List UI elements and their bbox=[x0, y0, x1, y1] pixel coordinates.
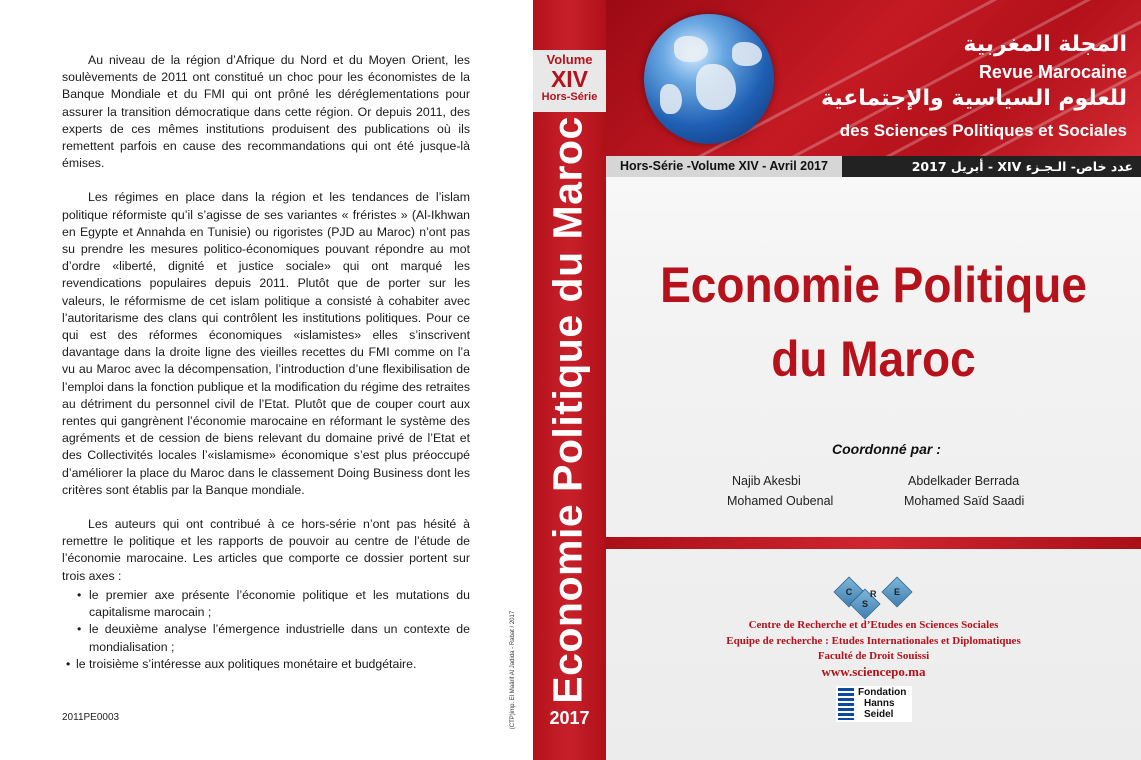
back-paragraph-2: Les régimes en place dans la région et les tendances de l’islam politique réformiste qu’il s’agisse de ses variantes « fréristes » (Al-Ikhwan en Egypte et Annahda en Tunisie) ou rigoristes (PJD au Maroc) n’ont pas su prendre les mesures politico-économiques pouvant répondre au mot d’ordre «liberté, dignité et justice sociale» qui ont marqué les revendications populaires depuis 2011. Plutôt que de porter sur les valeurs, le réformisme de cet islam politique a consisté à cohabiter avec l’autoritarisme des clans qui contrôlent les institutions politiques. Pour ce qui est des réformes économiques «islamistes» elles s’inscrivent davantage dans la droite ligne des vieilles recettes du FMI comme on l’a vu au Maroc avec la décompensation, l’introduction d’une flexibilisation de l’emploi dans la fonction publique et la modification du régime des retraites au détriment du personnel civil de l’Etat. Plutôt que de couper court aux rentes qui gangrènent l’économie marocaine en réformant le système des agréments et de cession de biens relevant du domaine privé de l’Etat et des Collectivités locales l’«islamisme» économique s’est plus préoccupé d’améliorer la place du Maroc dans le classement Doing Business dont les critères sont établis par la Banque mondiale. bbox=[62, 190, 470, 497]
journal-title-arabic-1: المجلة المغربية bbox=[963, 32, 1127, 57]
product-code: 2011PE0003 bbox=[62, 712, 120, 723]
website-link[interactable]: www.sciencepo.ma bbox=[821, 664, 926, 679]
org-name: Centre de Recherche et d’Etudes en Sciences Sociales bbox=[748, 619, 999, 631]
research-team: Equipe de recherche : Etudes Internationales et Diplomatiques bbox=[726, 635, 1021, 647]
bullet-icon: • bbox=[77, 587, 82, 602]
book-title bbox=[627, 248, 1119, 396]
author-2: Abdelkader Berrada bbox=[908, 474, 1020, 488]
back-paragraph-3: Les auteurs qui ont contribué à ce hors-série n’ont pas hésité à remettre le politique et les rapports de pouvoir au centre de l’étude de l’économie marocaine. Les articles que comporte ce dossier portent sur trois axes : bbox=[62, 517, 470, 583]
logo-letter-c: C bbox=[845, 587, 853, 597]
issue-band bbox=[606, 156, 1141, 177]
printer-credit: (CTP)imp. El Maârif Al Jadida - Rabat / 2017 bbox=[510, 610, 516, 730]
axes-list bbox=[62, 587, 470, 673]
book-title-line-1: Economie Politique bbox=[660, 257, 1087, 313]
journal-title-french-1: Revue Marocaine bbox=[978, 62, 1127, 82]
journal-title-arabic-2: للعلوم السياسية والإجتماعية bbox=[820, 86, 1127, 111]
logo-letter-e: E bbox=[893, 587, 900, 597]
issue-french: Hors-Série -Volume XIV - Avril 2017 bbox=[606, 156, 842, 177]
spine-volume-box bbox=[533, 50, 606, 112]
back-cover-text bbox=[62, 52, 470, 673]
spine-year: 2017 bbox=[549, 708, 590, 728]
back-paragraph-1: Au niveau de la région d’Afrique du Nord et du Moyen Orient, les soulèvements de 2011 ont constitué un choc pour les économistes de la Banque Mondiale et du FMI qui ont prôné les déréglementations pour assurer la transition démocratique dans cette région. Or depuis 2011, des experts de ces mêmes institutions produisent des publications où ils remettent parfois en cause des recommandations qui ont été jusque-là émises. bbox=[62, 53, 470, 171]
cres-logo bbox=[836, 579, 912, 615]
faculty: Faculté de Droit Souissi bbox=[817, 650, 930, 662]
logo-letter-s: S bbox=[861, 599, 868, 609]
volume-number: XIV bbox=[550, 66, 589, 92]
axis-item-1: • le premier axe présente l’économie politique et les mutations du capitalisme marocain ; bbox=[77, 587, 470, 620]
journal-header bbox=[606, 0, 1141, 156]
hanns-seidel-logo bbox=[836, 686, 912, 722]
author-3: Mohamed Oubenal bbox=[727, 494, 834, 508]
spine-title: Economie Politique du Maroc bbox=[544, 116, 591, 704]
back-cover bbox=[0, 0, 533, 760]
globe-icon bbox=[644, 14, 774, 144]
issue-arabic: عدد خاص- الـجـزء XIV - أبريل 2017 bbox=[911, 159, 1133, 174]
journal-title-french-2: des Sciences Politiques et Sociales bbox=[839, 121, 1127, 140]
sponsor-line-3: Seidel bbox=[864, 709, 894, 720]
bottom-red-band bbox=[606, 537, 1141, 549]
axis-item-3: • le troisième s’intéresse aux politiques monétaire et budgétaire. bbox=[62, 656, 470, 673]
front-cover bbox=[606, 0, 1141, 760]
bullet-icon: • bbox=[77, 622, 82, 637]
hanns-seidel-mark-icon bbox=[838, 688, 854, 720]
sponsor-line-2: Hanns bbox=[864, 698, 895, 709]
coordinated-by: Coordonné par : bbox=[832, 441, 941, 457]
axis-item-2: • le deuxième analyse l’émergence industrielle dans un contexte de mondialisation ; bbox=[77, 622, 470, 654]
volume-label: Volume bbox=[546, 52, 593, 67]
author-4: Mohamed Saïd Saadi bbox=[904, 494, 1025, 508]
bullet-icon: • bbox=[66, 656, 71, 671]
book-title-line-2: du Maroc bbox=[771, 331, 976, 387]
sponsor-line-1: Fondation bbox=[858, 687, 907, 698]
logo-letter-r: R bbox=[870, 589, 877, 599]
author-1: Najib Akesbi bbox=[732, 474, 801, 488]
series-label: Hors-Série bbox=[541, 91, 598, 103]
